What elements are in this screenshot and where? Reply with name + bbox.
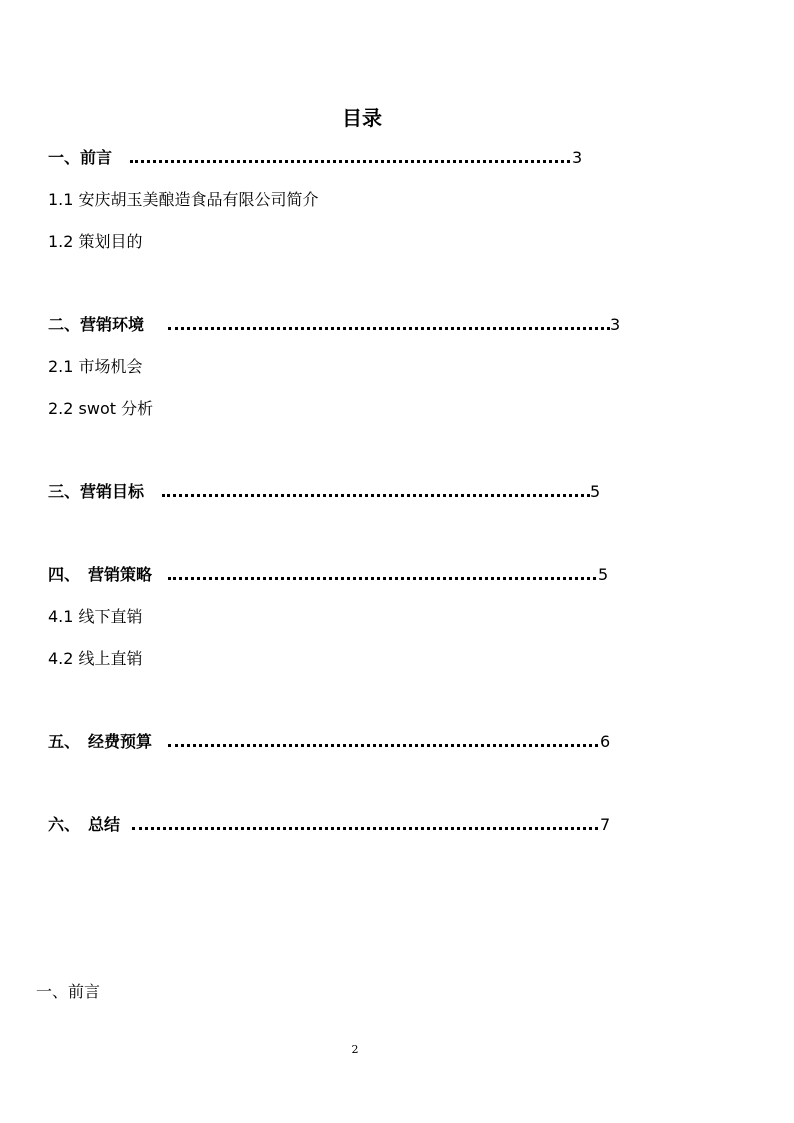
- page-title: 目录: [342, 106, 382, 130]
- toc-page-number: 3: [572, 148, 583, 167]
- toc-subentry[interactable]: 1.2 策划目的: [48, 232, 143, 251]
- toc-entry-number: 一、: [48, 148, 81, 167]
- toc-page-number: 3: [610, 315, 621, 334]
- toc-dot-leader: [162, 480, 590, 504]
- toc-page-number: 7: [600, 815, 611, 834]
- toc-entry-number: 二、: [48, 315, 81, 334]
- toc-entry-marketing-goals[interactable]: [48, 480, 628, 504]
- toc-subentry[interactable]: 2.2 swot 分析: [48, 399, 154, 418]
- toc-page-number: 5: [590, 482, 601, 501]
- toc-entry-budget[interactable]: [48, 730, 638, 754]
- toc-entry-label: 总结: [88, 815, 121, 834]
- toc-dot-leader: [168, 563, 596, 587]
- toc-subentry[interactable]: 1.1 安庆胡玉美酿造食品有限公司简介: [48, 190, 319, 209]
- toc-entry-preface[interactable]: [48, 146, 608, 170]
- toc-entry-label: 营销环境: [80, 315, 145, 334]
- toc-dot-leader: [130, 146, 570, 170]
- toc-dot-leader: [132, 813, 598, 837]
- page-number: 2: [351, 1043, 359, 1056]
- toc-entry-marketing-environment[interactable]: [48, 313, 648, 337]
- toc-dot-leader: [168, 730, 598, 754]
- toc-entry-summary[interactable]: [48, 813, 638, 837]
- toc-subentry[interactable]: 4.2 线上直销: [48, 649, 143, 668]
- toc-entry-label: 营销目标: [80, 482, 145, 501]
- toc-entry-label: 前言: [80, 148, 113, 167]
- toc-subentry[interactable]: 2.1 市场机会: [48, 357, 143, 376]
- section-heading: 一、前言: [36, 982, 101, 1001]
- toc-subentry[interactable]: 4.1 线下直销: [48, 607, 143, 626]
- toc-page-number: 6: [600, 732, 611, 751]
- toc-dot-leader: [168, 313, 610, 337]
- toc-entry-label: 经费预算: [88, 732, 153, 751]
- toc-entry-label: 营销策略: [88, 565, 153, 584]
- toc-entry-number: 六、: [48, 815, 81, 834]
- toc-entry-marketing-strategy[interactable]: [48, 563, 638, 587]
- toc-entry-number: 五、: [48, 732, 81, 751]
- toc-page-number: 5: [598, 565, 609, 584]
- toc-entry-number: 四、: [48, 565, 81, 584]
- toc-entry-number: 三、: [48, 482, 81, 501]
